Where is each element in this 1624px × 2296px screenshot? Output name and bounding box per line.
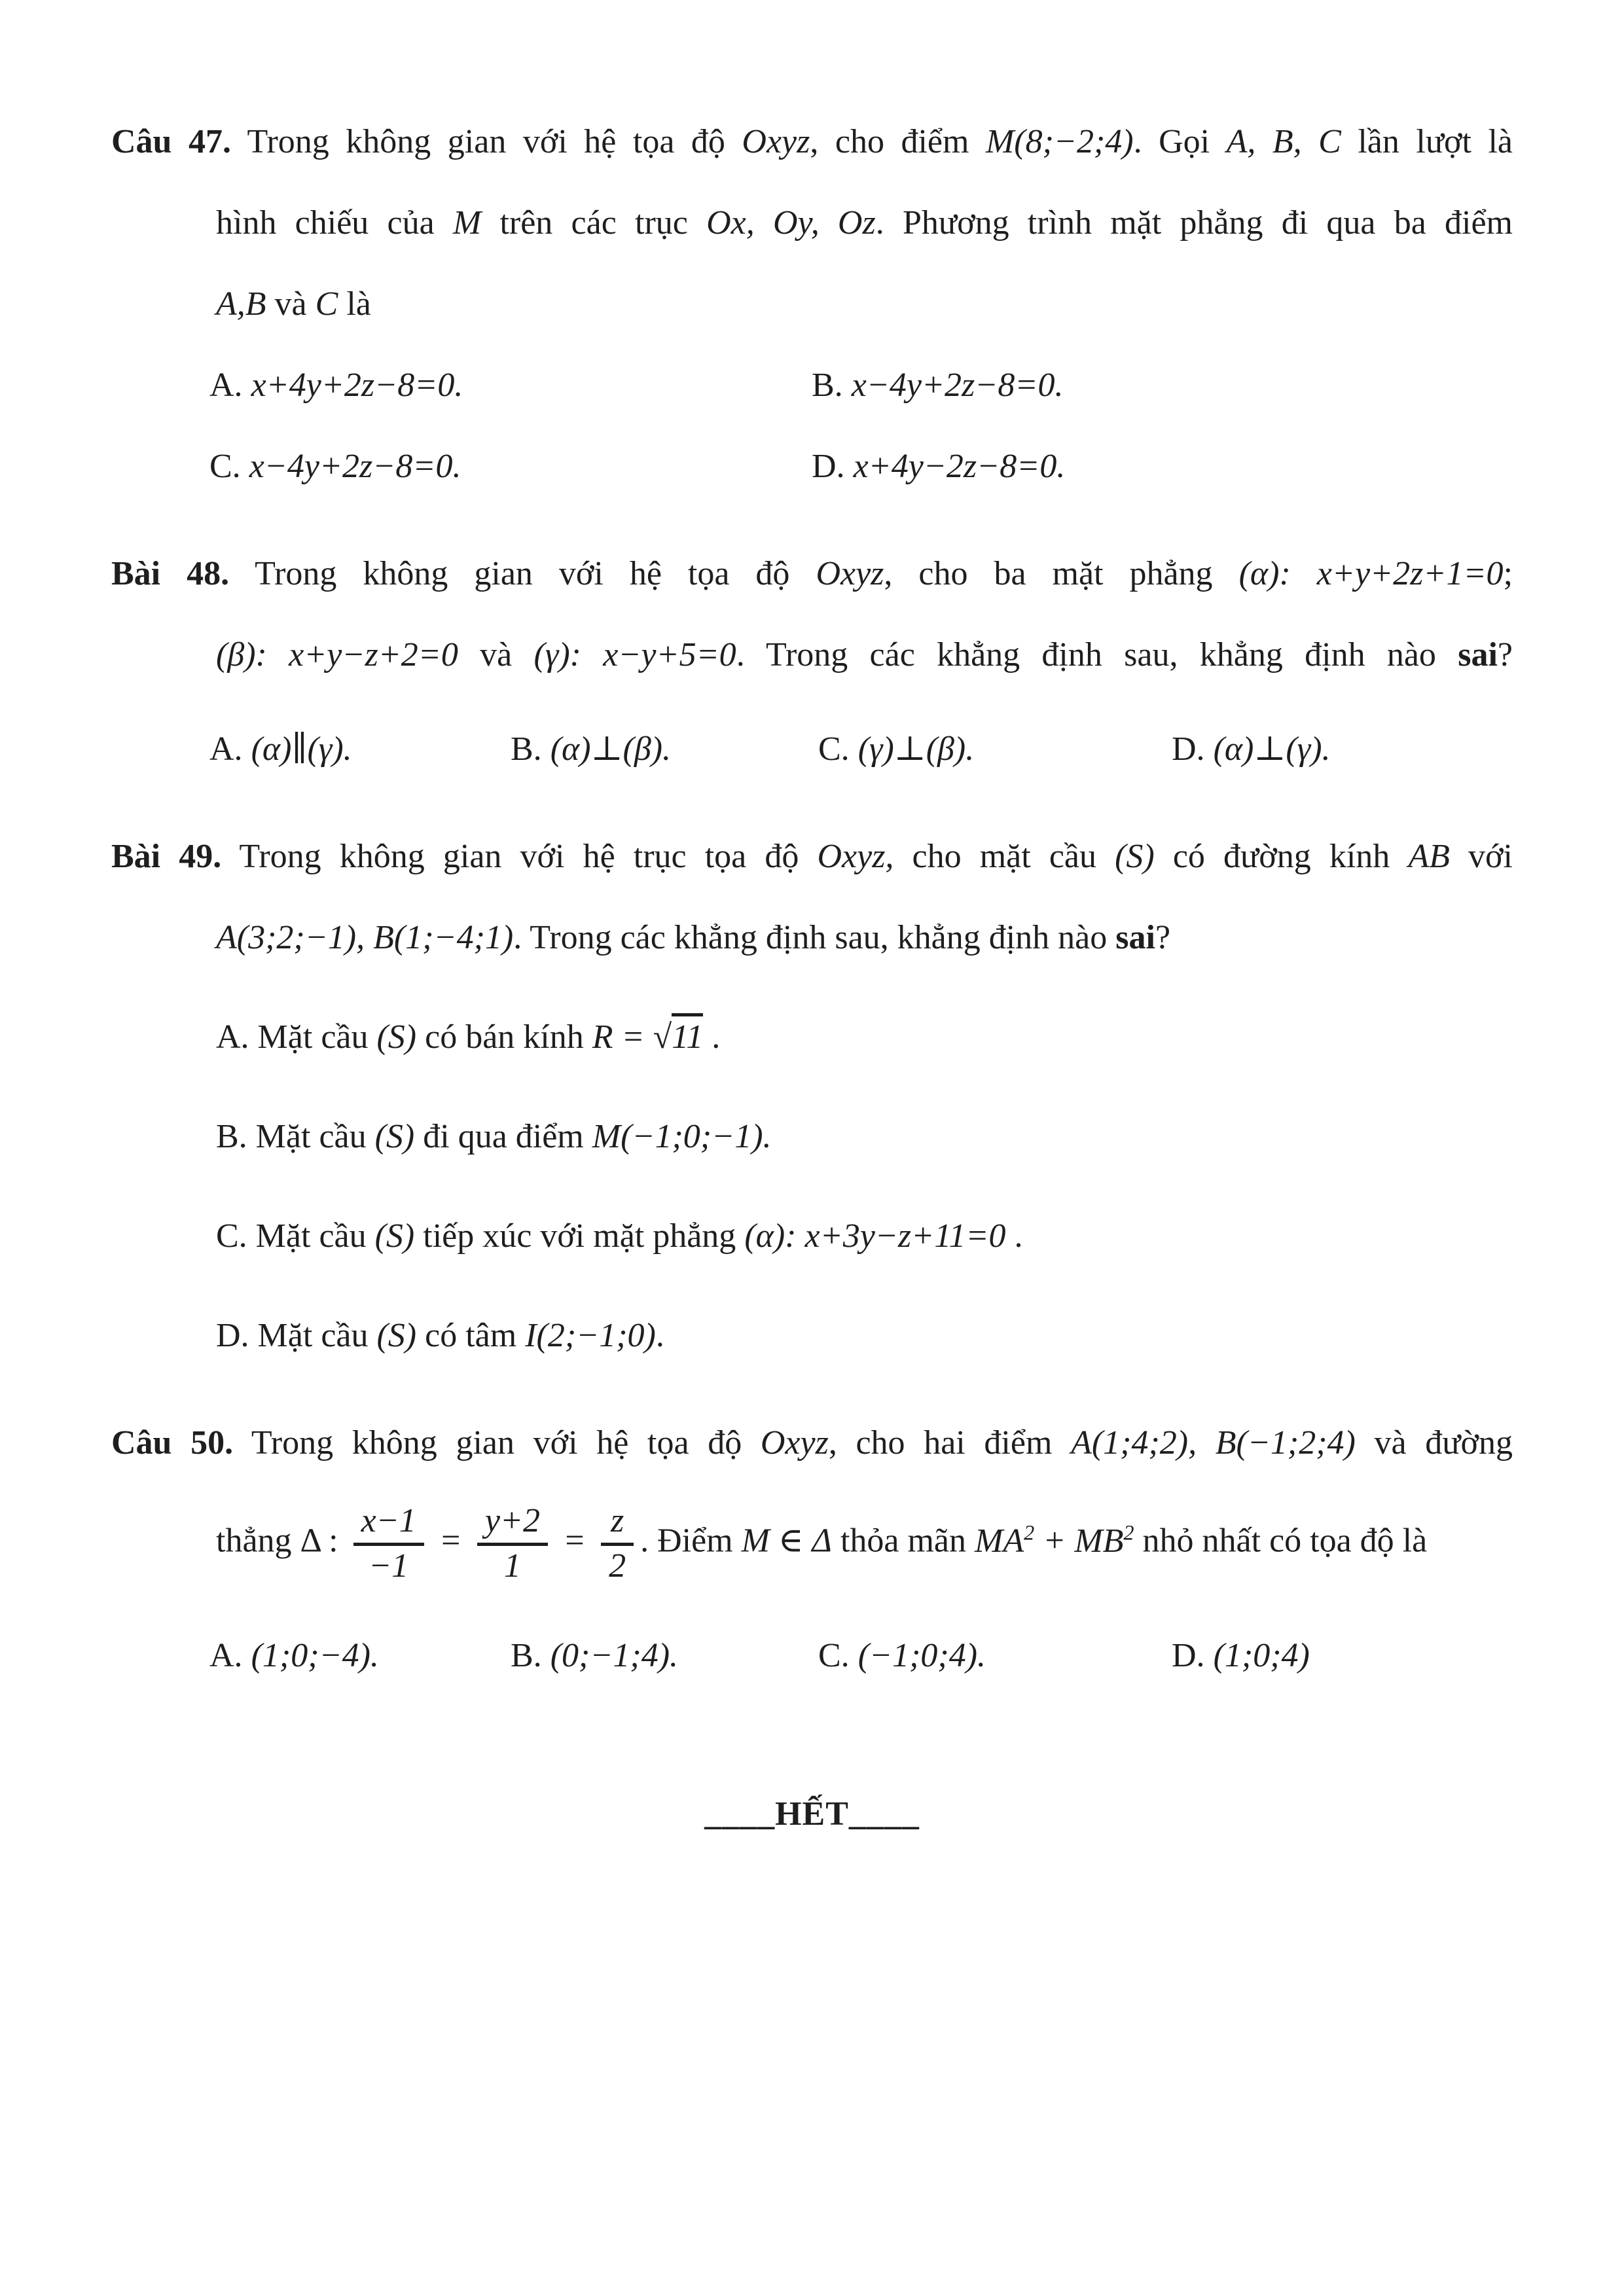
math-run: (1;0;−4).	[251, 1637, 379, 1675]
math-run: Ox, Oy, Oz	[706, 204, 876, 242]
text-run: tiếp xúc với mặt phẳng	[414, 1217, 745, 1255]
text-run: B.	[511, 730, 550, 768]
text-run: là	[338, 285, 371, 323]
math-run: (α)⊥(β).	[550, 730, 672, 768]
superscript-term: $MB^2$	[1074, 1520, 1134, 1560]
radicand: 11	[672, 1013, 703, 1056]
q50-option-d	[1172, 1615, 1513, 1696]
text-run: , cho điểm	[810, 123, 986, 160]
superscript: 2	[1024, 1520, 1035, 1545]
fraction	[601, 1502, 634, 1585]
math-run: (0;−1;4).	[550, 1637, 679, 1675]
math-run: A, B, C	[1226, 123, 1341, 160]
text-run: , cho ba mặt phẳng	[884, 555, 1239, 592]
text-run: lần lượt là	[1341, 123, 1513, 160]
math-run: C	[315, 285, 338, 323]
math-run: A(1;4;2), B(−1;2;4)	[1071, 1424, 1356, 1462]
q48-line-2	[111, 615, 1513, 696]
text-run: . Phương trình mặt phẳng đi qua ba điểm	[875, 204, 1513, 242]
math-run: +	[1034, 1522, 1075, 1560]
text-run: . Điểm	[640, 1522, 742, 1560]
text-run: D. Mặt cầu	[216, 1317, 377, 1354]
text-run: và đường	[1355, 1424, 1513, 1462]
question-47	[111, 101, 1513, 507]
fraction	[353, 1502, 424, 1585]
q47-line-2	[111, 183, 1513, 264]
text-run: ?	[1497, 636, 1513, 673]
text-run: B.	[511, 1637, 550, 1675]
question-50	[111, 1403, 1513, 1696]
end-marker: ____HẾT____	[704, 1795, 920, 1833]
text-run: A.	[209, 367, 251, 404]
q47-line-1	[111, 101, 1513, 183]
text-run: ;	[1503, 555, 1513, 592]
math-run: M ∈ Δ	[741, 1522, 832, 1560]
text-run: C.	[209, 448, 249, 485]
math-run: (γ)⊥(β).	[857, 730, 975, 768]
text-run: có bán kính	[416, 1018, 592, 1056]
bold-run: sai	[1458, 636, 1498, 673]
math-run: (−1;0;4).	[857, 1637, 986, 1675]
math-run: (α): x+3y−z+11=0	[744, 1217, 1006, 1255]
text-run: thỏa mãn	[831, 1522, 975, 1560]
q49-option-d	[111, 1295, 1513, 1376]
fraction-numerator: x−1	[361, 1502, 416, 1539]
q49-line-1	[111, 816, 1513, 897]
math-run: x−4y+2z−8=0.	[851, 367, 1064, 404]
q49-option-a	[111, 997, 1513, 1078]
radical-sign: √	[653, 1018, 672, 1056]
math-run: R =	[592, 1018, 653, 1056]
text-run: .	[703, 1018, 721, 1056]
math-run: (α): x+y+2z+1=0	[1238, 555, 1504, 592]
q50-line-2	[111, 1484, 1513, 1602]
math-run: Oxyz,	[817, 838, 894, 875]
q47-option-d	[812, 426, 1513, 507]
fraction-denominator: 1	[477, 1543, 548, 1585]
text-run: có đường kính	[1154, 838, 1409, 875]
text-run: .	[1005, 1217, 1023, 1255]
text-run: thẳng	[216, 1522, 300, 1560]
q48-option-b	[511, 709, 818, 790]
superscript-term: $MA^2$	[975, 1520, 1035, 1560]
text-run: Trong không gian với hệ tọa độ	[229, 555, 816, 592]
text-run: và	[266, 285, 316, 323]
q49-option-b	[111, 1096, 1513, 1177]
q47-options-row-1	[111, 345, 1513, 426]
math-run: x+4y−2z−8=0.	[853, 448, 1066, 485]
text-run: C. Mặt cầu	[216, 1217, 375, 1255]
text-run: nhỏ nhất có tọa độ là	[1134, 1522, 1428, 1560]
math-run: Oxyz	[816, 555, 884, 592]
bold-run: Bài 49.	[111, 838, 222, 875]
math-run: M(−1;0;−1).	[592, 1118, 772, 1155]
q48-option-a	[209, 709, 511, 790]
q48-options-row	[111, 709, 1513, 790]
bold-run: Câu 50.	[111, 1424, 234, 1462]
math-run: A(3;2;−1), B(1;−4;1)	[216, 919, 514, 956]
math-run: =	[430, 1522, 471, 1560]
text-run: A.	[209, 730, 251, 768]
q48-option-d	[1172, 709, 1513, 790]
q47-option-c	[209, 426, 812, 507]
math-run: (S)	[376, 1317, 417, 1354]
math-run: (1;0;4)	[1213, 1637, 1310, 1675]
bold-run: Câu 47.	[111, 123, 231, 160]
fraction-numerator: z	[610, 1502, 624, 1539]
bold-run: sai	[1115, 919, 1155, 956]
text-run: hình chiếu của	[216, 204, 453, 242]
question-48	[111, 533, 1513, 790]
q50-option-a	[209, 1615, 511, 1696]
text-run: C.	[818, 730, 858, 768]
math-run: x−4y+2z−8=0.	[249, 448, 461, 485]
q50-option-b	[511, 1615, 818, 1696]
math-run: (S)	[374, 1118, 415, 1155]
text-run: với	[1449, 838, 1513, 875]
text-run: trên các trục	[481, 204, 707, 242]
math-run: A,B	[216, 285, 266, 323]
math-run: I(2;−1;0)	[525, 1317, 656, 1354]
fraction-numerator: y+2	[484, 1502, 540, 1539]
math-run: Oxyz	[760, 1424, 829, 1462]
text-run: Trong không gian với hệ tọa độ	[230, 123, 742, 160]
math-run: (β): x+y−z+2=0	[216, 636, 458, 673]
q47-options-row-2	[111, 426, 1513, 507]
text-run: ?	[1155, 919, 1171, 956]
fraction-denominator: 2	[601, 1543, 634, 1585]
math-run: (α)∥(γ).	[251, 730, 352, 768]
math-run: =	[554, 1522, 595, 1560]
text-run: D.	[1172, 730, 1214, 768]
text-run: Trong không gian với hệ tọa độ	[233, 1424, 761, 1462]
q50-line-1	[111, 1403, 1513, 1484]
radical	[653, 1013, 704, 1056]
math-run: x+4y+2z−8=0.	[251, 367, 463, 404]
q48-line-1	[111, 533, 1513, 615]
text-run: Δ :	[300, 1522, 347, 1560]
q47-line-3	[111, 264, 1513, 345]
math-run: (S)	[1115, 838, 1155, 875]
q49-line-2	[111, 897, 1513, 978]
text-run: A.	[209, 1637, 251, 1675]
math-run: (S)	[374, 1217, 415, 1255]
fraction-denominator: −1	[353, 1543, 424, 1585]
question-49	[111, 816, 1513, 1376]
fraction	[477, 1502, 548, 1585]
text-run: có tâm	[416, 1317, 526, 1354]
bold-run: Bài 48.	[111, 555, 230, 592]
text-run: .	[655, 1317, 664, 1354]
text-run: , cho hai điểm	[828, 1424, 1072, 1462]
q49-option-c	[111, 1196, 1513, 1277]
text-run: và	[458, 636, 534, 673]
text-run: B.	[812, 367, 852, 404]
text-run: . Trong các khẳng định sau, khẳng định nào	[513, 919, 1116, 956]
text-run: A. Mặt cầu	[216, 1018, 377, 1056]
text-run: B. Mặt cầu	[216, 1118, 375, 1155]
text-run: đi qua điểm	[414, 1118, 592, 1155]
text-run: C.	[818, 1637, 858, 1675]
math-run: (α)⊥(γ).	[1213, 730, 1331, 768]
q47-option-a	[209, 345, 812, 426]
math-run: M	[452, 204, 482, 242]
text-run: . Gọi	[1133, 123, 1227, 160]
math-run: M(8;−2;4)	[985, 123, 1134, 160]
text-run: D.	[1172, 1637, 1214, 1675]
q48-option-c	[818, 709, 1172, 790]
math-run: (γ): x−y+5=0	[533, 636, 736, 673]
math-run: AB	[1408, 838, 1450, 875]
q50-option-c	[818, 1615, 1172, 1696]
text-run: D.	[812, 448, 854, 485]
math-run: Oxyz	[742, 123, 810, 160]
math-run: (S)	[376, 1018, 417, 1056]
text-run: Trong không gian với hệ trục tọa độ	[221, 838, 818, 875]
text-run: cho mặt cầu	[893, 838, 1115, 875]
text-run: . Trong các khẳng định sau, khẳng định nào	[736, 636, 1458, 673]
q50-options-row	[111, 1615, 1513, 1696]
q47-option-b	[812, 345, 1513, 426]
superscript: 2	[1123, 1520, 1134, 1545]
